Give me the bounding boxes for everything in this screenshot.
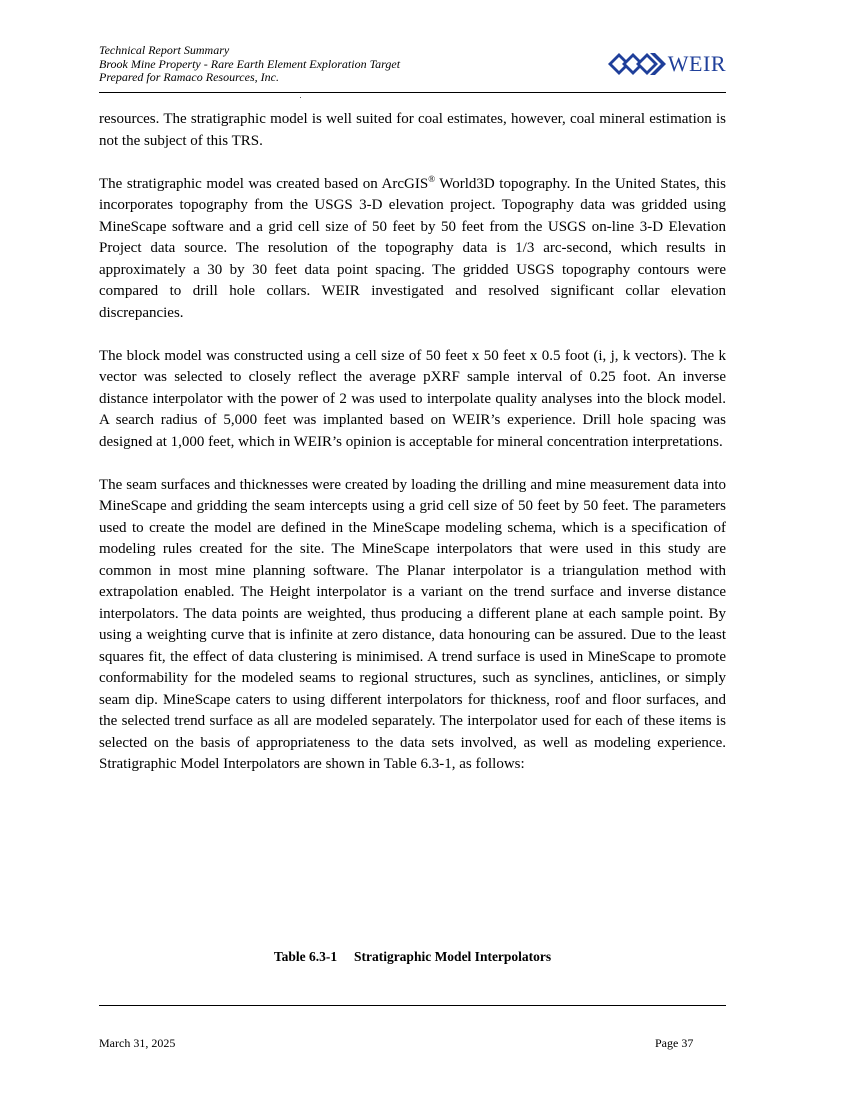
paragraph-topography — [99, 174, 726, 325]
weir-logo — [608, 53, 726, 75]
header-prepared-for: Prepared for Ramaco Resources, Inc. — [99, 70, 279, 84]
weir-logo-text: WEIR — [667, 51, 726, 76]
footer-divider — [99, 1005, 726, 1006]
paragraph-topography-rest: World3D topography. In the United States, this incorporates topography from the USGS 3-D elevation project. Topography data was gridded using MineScape software and a grid cell size of 50 feet by 50 feet from the USGS on-line 3-D Elevation Project data source. The resolution of the topography data is 1/3 arc-second, which results in approximately a 30 by 30 feet data point spacing. The gridded USGS topography contours were compared to drill hole collars. WEIR investigated and resolved significant collar elevation discrepancies. — [99, 175, 726, 321]
header-dot-mark — [300, 97, 301, 98]
weir-logo-diamonds-icon — [608, 53, 666, 75]
table-caption: Table 6.3-1 Stratigraphic Model Interpolators — [273, 949, 552, 964]
footer-date: March 31, 2025 — [99, 1036, 176, 1050]
paragraph-block-model: The block model was constructed using a cell size of 50 feet x 50 feet x 0.5 foot (i, j, k vectors). The k vector was selected to closely reflect the average pXRF sample interval of 0.25 foot. An inverse distance interpolator with the power of 2 was used to interpolate quality analyses into the block model. A search radius of 5,000 feet was implanted based on WEIR’s experience. Drill hole spacing was designed at 1,000 feet, which in WEIR’s opinion is acceptable for mineral concentration interpretations. — [99, 347, 726, 450]
footer-page-number: Page 37 — [655, 1036, 694, 1050]
paragraph-seam-surfaces: The seam surfaces and thicknesses were created by loading the drilling and mine measurement data into MineScape and gridding the seam intercepts using a grid cell size of 50 feet by 50 feet. The parameters used to create the model are defined in the MineScape modeling schema, which is a specification of modeling rules created for the site. The MineScape interpolators that were used in this study are common in most mine planning software. The Planar interpolator is a triangulation method with extrapolation enabled. The Height interpolator is a variant on the trend surface and inverse distance interpolators. The data points are weighted, thus producing a different plane at each sample point. By using a weighting curve that is infinite at zero distance, data honouring can be assured. Due to the least squares fit, the effect of data clustering is minimised. A trend surface is used in MineScape to promote conformability for the modeled seams to regional structures, such as synclines, anticlines, or simply seam dip. MineScape caters to using different interpolators for thickness, roof and floor surfaces, and the selected trend surface as all are modeled separately. The interpolator used for each of these items is selected on the basis of appropriateness to the data sets involved, as well as modeling experience. Stratigraphic Model Interpolators are shown in Table 6.3-1, as follows: — [99, 476, 726, 772]
registered-mark: ® — [428, 173, 436, 184]
report-body — [99, 109, 726, 797]
header-project-title: Brook Mine Property - Rare Earth Element Exploration Target — [99, 56, 401, 71]
page-header — [99, 44, 726, 92]
header-report-type: Technical Report Summary — [99, 43, 230, 57]
paragraph-resources: resources. The stratigraphic model is well suited for coal estimates, however, coal mineral estimation is not the subject of this TRS. — [99, 111, 726, 149]
paragraph-topography-start: The stratigraphic model was created based on ArcGIS — [99, 175, 429, 192]
header-divider — [99, 92, 726, 93]
